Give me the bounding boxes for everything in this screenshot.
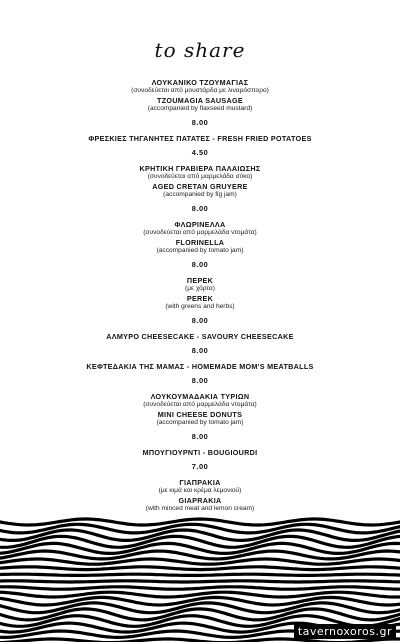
item-greek-name: ΚΡΗΤΙΚΗ ΓΡΑΒΙΕΡΑ ΠΑΛΑΙΩΣΗΣ xyxy=(139,164,261,173)
watermark: tavernoxoros.gr xyxy=(294,624,396,639)
item-english-name: GIAPRAKIA xyxy=(178,495,222,505)
item-greek-name: ΦΛΩΡΙΝΕΛΛΑ xyxy=(174,220,226,229)
item-price: 8.00 xyxy=(191,260,209,269)
menu-item xyxy=(0,362,400,385)
item-price: 4.50 xyxy=(191,148,209,157)
item-english-note: (accompanied by flaxseed mustard) xyxy=(147,104,253,112)
item-english-name: AGED CRETAN GRUYERE xyxy=(152,181,248,191)
menu-item xyxy=(0,332,400,355)
item-price: 8.00 xyxy=(191,118,209,127)
item-english-name: PEREK xyxy=(186,293,214,303)
wave-line xyxy=(0,574,400,575)
item-greek-note: (συνοδεύεται από μαρμελάδα ντομάτα) xyxy=(143,401,257,408)
item-price: 8.00 xyxy=(191,316,209,325)
item-english-name: MINI CHEESE DONUTS xyxy=(157,409,243,419)
item-greek-note: (με χόρτα) xyxy=(185,285,215,292)
item-english-note: (accompanied by tomato jam) xyxy=(156,246,244,254)
item-name: ΚΕΦΤΕΔΑΚΙΑ ΤΗΣ ΜΑΜΑΣ - HOMEMADE MOM'S MEATBALLS xyxy=(86,362,314,371)
menu-item xyxy=(0,220,400,269)
item-english-note: (accompanied by fig jam) xyxy=(163,190,237,198)
item-greek-note: (συνοδεύεται από μουστάρδα με λιναρόσπορο) xyxy=(131,87,269,94)
item-greek-name: ΛΟΥΚΑΝΙΚΟ ΤΖΟΥΜΑΓΙΑΣ xyxy=(151,78,249,87)
item-name: ΦΡΕΣΚΙΕΣ ΤΗΓΑΝΗΤΕΣ ΠΑΤΑΤΕΣ - FRESH FRIED POTATOES xyxy=(88,134,312,143)
menu-item xyxy=(0,78,400,127)
item-name: ΜΠΟΥΓΙΟΥΡΝΤΙ - BOUGIOURDI xyxy=(142,448,258,457)
item-price: 7.00 xyxy=(191,462,209,471)
item-price: 8.00 xyxy=(191,346,209,355)
item-english-note: (accompanied by tomato jam) xyxy=(156,418,244,426)
item-greek-note: (συνοδεύεται από μαρμελάδα σύκο) xyxy=(147,173,253,180)
menu-item xyxy=(0,448,400,471)
item-price: 8.00 xyxy=(191,376,209,385)
menu-title: to share xyxy=(154,38,246,62)
wave-line xyxy=(0,581,400,582)
menu-list xyxy=(0,78,400,534)
menu-item xyxy=(0,134,400,157)
item-price: 8.00 xyxy=(191,432,209,441)
item-price: 8.00 xyxy=(191,204,209,213)
item-name: ΑΛΜΥΡΟ CHEESECAKE - SAVOURY CHEESECAKE xyxy=(106,332,294,341)
item-greek-note: (με κιμά και κρέμα λεμονιού) xyxy=(158,487,242,494)
menu-item xyxy=(0,164,400,213)
menu-item xyxy=(0,276,400,325)
item-greek-name: ΛΟΥΚΟΥΜΑΔΑΚΙΑ ΤΥΡΙΩΝ xyxy=(150,392,250,401)
menu-item xyxy=(0,392,400,441)
item-english-name: TZOUMAGIA SAUSAGE xyxy=(157,95,243,105)
item-english-note: (with minced meat and lemon cream) xyxy=(145,504,255,512)
item-greek-name: ΠΕΡΕΚ xyxy=(186,276,214,285)
item-greek-note: (συνοδεύεται από μαρμελάδα ντομάτα) xyxy=(143,229,257,236)
item-english-note: (with greens and herbs) xyxy=(165,302,235,310)
item-greek-name: ΓΙΑΠΡΑΚΙΑ xyxy=(179,478,221,487)
item-english-name: FLORINELLA xyxy=(175,237,225,247)
